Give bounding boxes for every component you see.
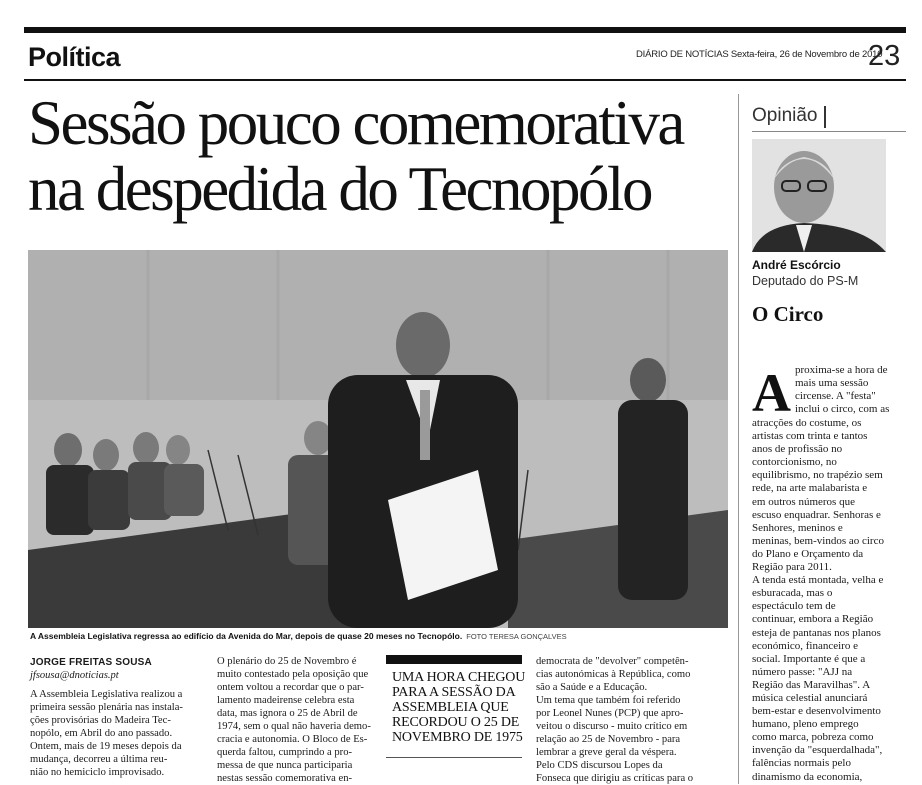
article-column-2 — [217, 655, 379, 785]
opinion-author-role: Deputado do PS-M — [752, 274, 859, 288]
text-line: veitou o discurso - muito crítico em — [536, 721, 688, 732]
masthead: DIÁRIO DE NOTÍCIAS Sexta-feira, 26 de Novembro de 2010 — [636, 49, 883, 60]
author-portrait — [752, 139, 886, 252]
pull-quote-line: NOVEMBRO DE 1975 — [392, 730, 523, 745]
text-line: primeira sessão plenária nas instala- — [30, 702, 183, 713]
text-line: são a Saúde e a Educação. — [536, 682, 648, 693]
text-line: cias autonómicas à República, como — [536, 669, 691, 680]
text-line: atracções do costume, os — [752, 417, 862, 429]
text-line: inclui o circo, com as — [795, 403, 890, 416]
opinion-cursor-bar — [824, 106, 826, 128]
text-line: como marca, pobreza como — [752, 731, 874, 744]
opinion-title: O Circo — [752, 302, 824, 326]
text-line: contorcionismo, no — [752, 456, 837, 469]
text-line: Pelo CDS discursou Lopes da — [536, 760, 663, 771]
text-line: bem-estar e desenvolvimento — [752, 705, 881, 718]
page-number: 23 — [868, 40, 901, 72]
text-line: dinamismo da economia, — [752, 770, 863, 783]
article-column-1 — [30, 688, 208, 779]
photo-caption — [30, 631, 730, 641]
text-line: do Plano e Orçamento da — [752, 547, 864, 560]
text-line: número passe: "AJJ na — [752, 665, 853, 678]
text-line: relação ao 25 de Novembro - para — [536, 734, 681, 745]
text-line: meninas, bem-vindos ao circo — [752, 534, 884, 547]
text-line: falências normais pelo — [752, 757, 851, 770]
author-photo-illustration — [752, 139, 886, 252]
column-divider — [738, 94, 739, 784]
opinion-intro-lines — [795, 364, 907, 416]
text-line: equilibrismo, no trapézio sem — [752, 469, 883, 482]
opinion-label: Opinião — [752, 105, 818, 126]
text-line: messa de que nunca participaria — [217, 760, 353, 771]
text-line: rede, na arte malabarista e — [752, 482, 868, 495]
text-line: continuar, embora a Região — [752, 613, 874, 626]
text-line: 1974, sem o qual não haveria demo- — [217, 721, 371, 732]
header-rule — [24, 79, 906, 81]
caption-text: A Assembleia Legislativa regressa ao edifício da Avenida do Mar, depois de quase 20 meses no Tecnopólo. — [30, 631, 463, 641]
text-line: A Assembleia Legislativa realizou a — [30, 689, 183, 700]
text-line: invenção da "esquerdalhada", — [752, 744, 883, 757]
opinion-author: André Escórcio — [752, 258, 841, 272]
text-line: esburacada, mas o — [752, 587, 833, 600]
pull-quote-line: PARA A SESSÃO DA — [392, 685, 516, 700]
text-line: Senhores, meninos e — [752, 521, 843, 534]
text-line: mudança, decorreu a última reu- — [30, 754, 168, 765]
author-email: jfsousa@dnoticias.pt — [30, 670, 119, 681]
text-line: nião no hemiciclo improvisado. — [30, 767, 165, 778]
text-line: cracia e autonomia. O Bloco de Es- — [217, 734, 368, 745]
headline — [28, 90, 734, 222]
text-line: Ontem, mais de 19 meses depois da — [30, 741, 182, 752]
article-photo — [28, 250, 728, 628]
text-line: proxima-se a hora de — [795, 364, 888, 376]
text-line: mais uma sessão — [795, 377, 869, 390]
pull-quote-bar — [386, 655, 522, 664]
text-line: social. Importante é que a — [752, 652, 866, 665]
text-line: nestas sessão comemorativa en- — [217, 773, 353, 784]
text-line: humano, pleno emprego — [752, 718, 859, 731]
photo-credit: FOTO TERESA GONÇALVES — [466, 632, 567, 641]
text-line: nopólo, em Abril do ano passado. — [30, 728, 173, 739]
text-line: anos de profissão no — [752, 443, 843, 456]
pull-quote-line: RECORDOU O 25 DE — [392, 715, 520, 730]
byline: JORGE FREITAS SOUSA — [30, 657, 152, 668]
drop-cap: A — [752, 363, 791, 423]
text-line: lembrar a greve geral da véspera. — [536, 747, 677, 758]
section-title: Política — [28, 42, 121, 72]
text-line: Região para 2011. — [752, 561, 832, 574]
text-line: Um tema que também foi referido — [536, 695, 681, 706]
text-line: lamento madeirense celebra esta — [217, 695, 355, 706]
text-line: muito contestado pela oposição que — [217, 669, 369, 680]
text-line: querda faltou, cumprindo a pro- — [217, 747, 353, 758]
headline-line-2: na despedida do Tecnopólo — [28, 154, 651, 224]
text-line: A tenda está montada, velha e — [752, 574, 884, 587]
text-line: O plenário do 25 de Novembro é — [217, 656, 357, 667]
text-line: ções provisórias do Madeira Tec- — [30, 715, 171, 726]
top-rule — [24, 27, 906, 33]
text-line: espectáculo tem de — [752, 600, 836, 613]
text-line: Fonseca que dirigiu as críticas para o — [536, 773, 694, 784]
pull-quote-rule — [386, 757, 522, 758]
pull-quote — [392, 670, 526, 745]
text-line: democrata de "devolver" competên- — [536, 656, 689, 667]
opinion-body — [752, 417, 907, 784]
article-column-4 — [536, 655, 730, 785]
opinion-rule — [752, 131, 906, 132]
pull-quote-line: ASSEMBLEIA QUE — [392, 700, 509, 715]
text-line: música celestial anunciará — [752, 691, 868, 704]
headline-line-1: Sessão pouco comemorativa — [28, 88, 683, 158]
text-line: circense. A "festa" — [795, 390, 876, 403]
parliament-photo-illustration — [28, 250, 728, 628]
text-line: artistas com trinta e tantos — [752, 430, 868, 443]
text-line: escuso enquadrar. Senhoras e — [752, 508, 881, 521]
pull-quote-line: UMA HORA CHEGOU — [392, 670, 526, 685]
text-line: por Leonel Nunes (PCP) que apro- — [536, 708, 684, 719]
text-line: data, mas ignora o 25 de Abril de — [217, 708, 358, 719]
text-line: em outros números que — [752, 495, 855, 508]
text-line: Região das Maravilhas". A — [752, 678, 871, 691]
text-line: ontem voltou a recordar que o par- — [217, 682, 364, 693]
text-line: esteja de pantanas nos planos — [752, 626, 881, 639]
text-line: económico, financeiro e — [752, 639, 858, 652]
